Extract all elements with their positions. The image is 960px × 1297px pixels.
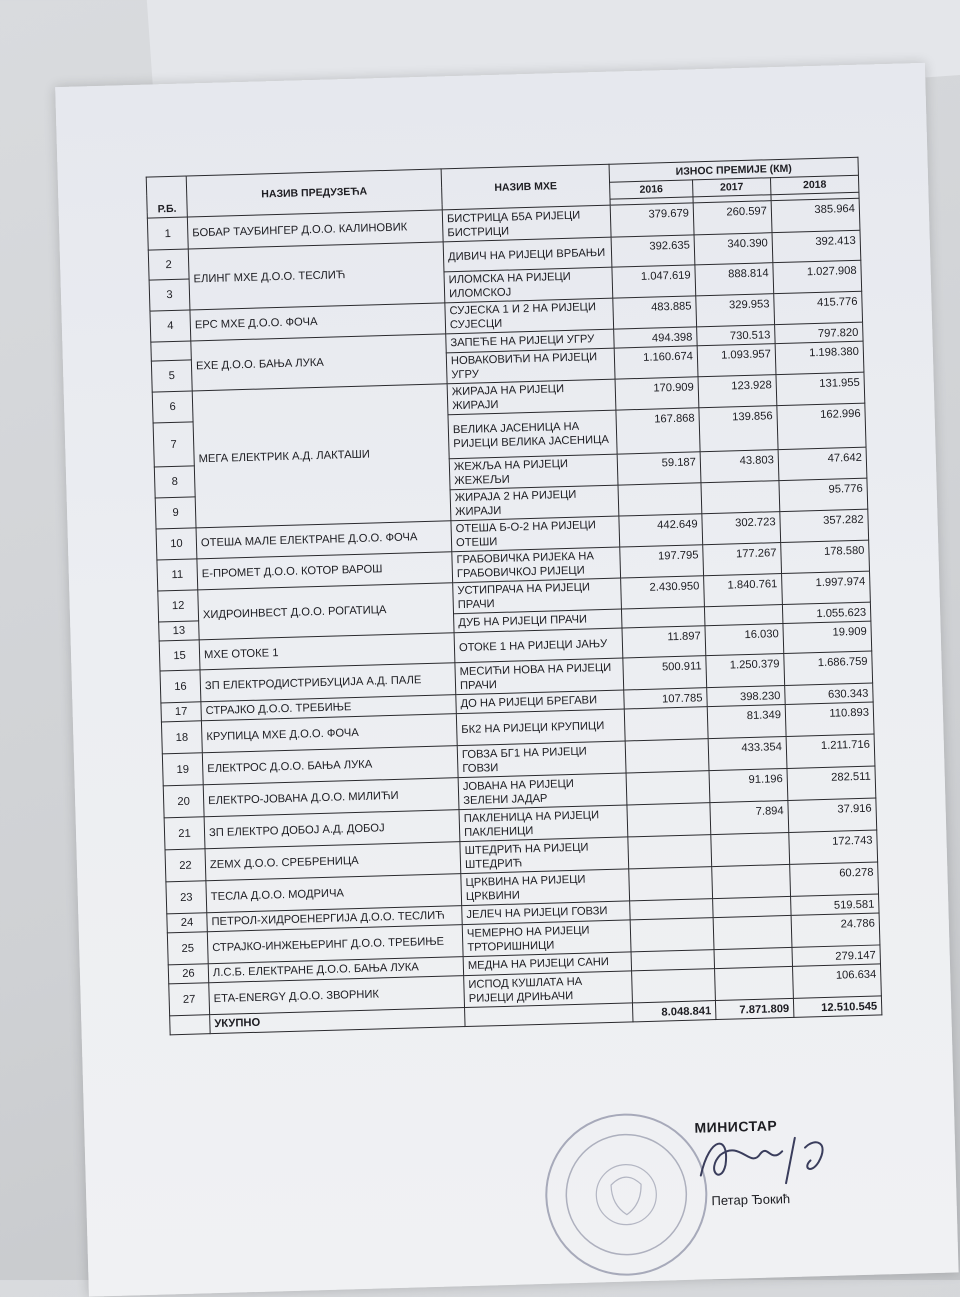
official-stamp xyxy=(539,1107,714,1282)
premium-2017: 260.597 xyxy=(693,201,772,235)
hydro-plant-name: ИЛОМСКА НА РИЈЕЦИ ИЛОМСКОЈ xyxy=(444,267,613,303)
header-company: НАЗИВ ПРЕДУЗЕЋА xyxy=(186,169,442,217)
header-hydro: НАЗИВ МХЕ xyxy=(441,164,610,210)
premium-2017 xyxy=(714,947,793,968)
premium-2016 xyxy=(630,899,713,920)
hydro-plant-name: НОВАКОВИЋИ НА РИЈЕЦИ УГРУ xyxy=(446,348,615,384)
company-name: ОТЕША МАЛЕ ЕЛЕКТРАНЕ Д.О.О. ФОЧА xyxy=(196,521,452,559)
premium-2018: 1.055.623 xyxy=(782,602,871,623)
hydro-plant-name: ДО НА РИЈЕЦИ БРЕГАВИ xyxy=(456,690,624,714)
premium-2018: 162.996 xyxy=(777,403,866,449)
premium-2018: 282.511 xyxy=(787,766,876,800)
row-number: 23 xyxy=(166,881,207,914)
minister-title: МИНИСТАР xyxy=(694,1117,778,1136)
hydro-plant-name: ЖИРАЈА 2 НА РИЈЕЦИ ЖИРАЈИ xyxy=(450,485,619,521)
hydro-plant-name: ЈОВАНА НА РИЈЕЦИ ЗЕЛЕНИ ЈАДАР xyxy=(458,773,627,810)
company-name: БОБАР ТАУБИНГЕР Д.О.О. КАЛИНОВИК xyxy=(187,210,443,249)
premium-2016: 1.047.619 xyxy=(612,265,696,298)
row-number: 11 xyxy=(157,559,198,591)
premium-2016: 167.868 xyxy=(616,408,700,454)
premium-2016: 500.911 xyxy=(623,656,707,690)
premium-2017: 398.230 xyxy=(707,686,786,707)
company-name: ЗП ЕЛЕКТРОДИСТРИБУЦИЈА А.Д. ПАЛЕ xyxy=(200,663,456,702)
row-number: 25 xyxy=(167,932,208,965)
company-name: СТРАЈКО Д.О.О. ТРЕБИЊЕ xyxy=(201,695,456,721)
premium-2017: 16.030 xyxy=(705,624,784,656)
row-number: 7 xyxy=(153,422,194,467)
premium-2017: 329.953 xyxy=(696,294,775,327)
premium-2018: 95.776 xyxy=(779,478,868,511)
row-number: 13 xyxy=(159,621,200,641)
premium-2016 xyxy=(624,707,708,741)
premium-2018: 60.278 xyxy=(790,862,879,896)
company-name: КРУПИЦА МХЕ Д.О.О. ФОЧА xyxy=(201,714,457,753)
company-name: ЕЛИНГ МХЕ Д.О.О. ТЕСЛИЋ xyxy=(188,242,445,310)
premium-2018: 37.916 xyxy=(788,798,877,832)
row-number: 15 xyxy=(159,640,200,671)
handwritten-signature xyxy=(689,1112,841,1196)
row-number: 24 xyxy=(167,913,208,933)
premium-2017 xyxy=(701,481,780,514)
company-name: ЕЛЕКТРО-ЈОВАНА Д.О.О. МИЛИЋИ xyxy=(203,778,459,817)
row-number: 10 xyxy=(156,528,197,560)
hydro-plant-name: ИСПОД КУШЛАТА НА РИЈЕЦИ ДРИЊАЧИ xyxy=(464,971,633,1008)
row-number: 4 xyxy=(150,310,191,342)
company-name: МХЕ ОТОКЕ 1 xyxy=(199,633,455,670)
premium-2017: 123.928 xyxy=(698,375,777,408)
premium-2017 xyxy=(711,832,790,866)
hydro-plant-name: УСТИПРАЧА НА РИЈЕЦИ ПРАЧИ xyxy=(453,578,622,614)
hydro-plant-name: ЖИРАЈА НА РИЈЕЦИ ЖИРАЈИ xyxy=(447,379,616,415)
premium-2018: 385.964 xyxy=(771,198,860,232)
row-number: 26 xyxy=(168,964,209,984)
hydro-plant-name: ГОВЗА БГ1 НА РИЈЕЦИ ГОВЗИ xyxy=(457,741,626,778)
header-2017: 2017 xyxy=(693,178,771,197)
premium-2016 xyxy=(632,969,716,1003)
company-name: МЕГА ЕЛЕКТРИК А.Д. ЛАКТАШИ xyxy=(192,384,451,528)
hydro-plant-name: ЧЕМЕРНО НА РИЈЕЦИ ТРТОРИШНИЦИ xyxy=(462,920,631,957)
signature-block xyxy=(539,1103,874,1282)
premium-2016: 2.430.950 xyxy=(621,576,705,609)
hydro-plant-name: ВЕЛИКА ЈАСЕНИЦА НА РИЈЕЦИ ВЕЛИКА ЈАСЕНИЦА xyxy=(448,410,617,459)
premium-2017: 7.894 xyxy=(710,800,789,834)
premium-2016 xyxy=(626,771,710,805)
hydro-plant-name: ГРАБОВИЧКА РИЈЕКА НА ГРАБОВИЧКОЈ РИЈЕЦИ xyxy=(452,547,621,583)
row-number: 3 xyxy=(149,279,190,311)
row-number: 27 xyxy=(169,983,210,1016)
row-number: 12 xyxy=(158,590,199,622)
premium-2018: 392.413 xyxy=(772,230,861,262)
table-body xyxy=(147,198,881,1016)
company-name: Е-ПРОМЕТ Д.О.О. КОТОР ВАРОШ xyxy=(197,552,453,590)
hydro-plant-name: ЦРКВИНА НА РИЈЕЦИ ЦРКВИНИ xyxy=(461,869,630,906)
header-2018: 2018 xyxy=(770,175,858,194)
hydro-plant-name: ШТЕДРИЋ НА РИЈЕЦИ ШТЕДРИЋ xyxy=(460,837,629,874)
premium-2018: 1.198.380 xyxy=(775,341,864,374)
premium-2017 xyxy=(713,915,792,949)
row-number: 5 xyxy=(151,360,192,392)
company-name: ТЕСЛА Д.О.О. МОДРИЧА xyxy=(206,874,462,913)
header-rb: Р.Б. xyxy=(146,176,187,218)
premium-2017: 81.349 xyxy=(707,705,786,739)
premium-2016: 59.187 xyxy=(617,452,701,485)
premium-2018: 131.955 xyxy=(776,372,865,405)
header-2016: 2016 xyxy=(610,180,693,199)
premium-2016 xyxy=(618,483,702,516)
premium-2017 xyxy=(715,966,794,1000)
premium-2018: 110.893 xyxy=(785,702,874,736)
premium-2018: 1.997.974 xyxy=(782,571,871,604)
premium-2018: 106.634 xyxy=(793,964,882,998)
premium-2018: 279.147 xyxy=(792,945,881,966)
premium-2017: 302.723 xyxy=(702,512,781,545)
hydro-plant-name: ДУБ НА РИЈЕЦИ ПРАЧИ xyxy=(454,609,622,633)
hydro-plant-name: МЕСИЋИ НОВА НА РИЈЕЦИ ПРАЧИ xyxy=(455,658,624,695)
hydro-plant-name: ЗАПЕЋЕ НА РИЈЕЦИ УГРУ xyxy=(446,329,614,353)
hydro-plant-name: ЈЕЛЕЧ НА РИЈЕЦИ ГОВЗИ xyxy=(462,901,630,925)
premium-2016 xyxy=(631,950,714,971)
company-name: ЗП ЕЛЕКТРО ДОБОЈ А.Д. ДОБОЈ xyxy=(204,810,460,849)
row-number: 21 xyxy=(164,817,205,850)
premium-2017 xyxy=(704,605,783,626)
premium-2016 xyxy=(627,803,711,837)
total-2018: 12.510.545 xyxy=(793,996,882,1017)
premium-2017: 730.513 xyxy=(697,325,776,346)
header-premium: ИЗНОС ПРЕМИЈЕ (КМ) xyxy=(609,157,858,182)
row-number: 9 xyxy=(155,497,196,529)
row-number: 22 xyxy=(165,849,206,882)
premium-2018: 415.776 xyxy=(774,291,863,324)
company-name: ЕЛЕКТРОС Д.О.О. БАЊА ЛУКА xyxy=(202,746,458,785)
hydro-plant-name: СУЈЕСКА 1 И 2 НА РИЈЕЦИ СУЈЕСЦИ xyxy=(445,298,614,334)
premium-2018: 19.909 xyxy=(783,621,872,653)
row-number: 2 xyxy=(148,249,189,280)
premium-2016: 392.635 xyxy=(611,235,695,267)
company-name: Л.С.Б. ЕЛЕКТРАНЕ Д.О.О. БАЊА ЛУКА xyxy=(208,957,463,983)
row-number: 20 xyxy=(163,785,204,818)
document-page xyxy=(55,63,958,1297)
premium-2018: 1.686.759 xyxy=(784,651,873,685)
row-number xyxy=(151,341,192,361)
minister-name: Петар Ђокић xyxy=(711,1191,791,1209)
premium-2016: 379.679 xyxy=(610,203,694,237)
premium-2017: 139.856 xyxy=(699,406,778,452)
company-name: ZEMX Д.О.О. СРЕБРЕНИЦА xyxy=(205,842,461,881)
hydro-plant-name: ОТЕША Б-О-2 НА РИЈЕЦИ ОТЕШИ xyxy=(451,516,620,552)
premium-2016: 442.649 xyxy=(619,514,703,547)
premium-2017: 888.814 xyxy=(695,263,774,296)
row-number: 6 xyxy=(152,391,193,423)
premium-2016: 483.885 xyxy=(613,296,697,329)
premium-2016 xyxy=(625,739,709,773)
premium-2016: 197.795 xyxy=(620,545,704,578)
hydro-plant-name: ЖЕЖЉА НА РИЈЕЦИ ЖЕЖЕЉИ xyxy=(449,454,618,490)
premium-2017: 340.390 xyxy=(694,233,773,265)
premium-2017: 43.803 xyxy=(700,450,779,483)
company-name: ЕХЕ Д.О.О. БАЊА ЛУКА xyxy=(191,334,447,391)
hydro-plant-name: БК2 НА РИЈЕЦИ КРУПИЦИ xyxy=(456,709,625,746)
premium-2016: 107.785 xyxy=(624,688,707,709)
premium-2018: 630.343 xyxy=(785,683,874,704)
company-name: ЕРС МХЕ Д.О.О. ФОЧА xyxy=(190,303,446,341)
total-label: УКУПНО xyxy=(210,1008,465,1034)
premium-2017: 177.267 xyxy=(703,543,782,576)
hydro-plant-name: ПАКЛЕНИЦА НА РИЈЕЦИ ПАКЛЕНИЦИ xyxy=(459,805,628,842)
row-number: 1 xyxy=(147,217,188,250)
premium-2017: 1.840.761 xyxy=(704,574,783,607)
hydro-plant-name: ДИВИЧ НА РИЈЕЦИ ВРБАЊИ xyxy=(443,237,612,272)
premium-2016: 1.160.674 xyxy=(614,346,698,379)
premium-2018: 1.211.716 xyxy=(786,734,875,768)
premium-2016 xyxy=(621,607,704,628)
company-name: ПЕТРОЛ-ХИДРОЕНЕРГИЈА Д.О.О. ТЕСЛИЋ xyxy=(207,906,462,932)
premium-2018: 357.282 xyxy=(780,509,869,542)
premium-2017: 1.250.379 xyxy=(706,654,785,688)
company-name: СТРАЈКО-ИНЖЕЊЕРИНГ Д.О.О. ТРЕБИЊЕ xyxy=(207,925,463,964)
row-number: 17 xyxy=(161,702,202,722)
premium-2016 xyxy=(629,867,713,901)
row-number: 19 xyxy=(162,753,203,786)
company-name: ХИДРОИНВЕСТ Д.О.О. РОГАТИЦА xyxy=(198,583,454,640)
total-2016: 8.048.841 xyxy=(632,1001,715,1022)
premium-2016: 170.909 xyxy=(615,377,699,410)
row-number: 18 xyxy=(161,721,202,754)
premium-2016 xyxy=(630,918,714,952)
hydro-plant-name: ОТОКЕ 1 НА РИЈЕЦИ ЈАЊУ xyxy=(454,628,623,663)
premium-2017 xyxy=(713,896,792,917)
premium-2016: 494.398 xyxy=(614,327,697,348)
premium-2017: 433.354 xyxy=(708,736,787,770)
premium-2018: 797.820 xyxy=(775,322,864,343)
premium-2018: 24.786 xyxy=(791,913,880,947)
row-number: 16 xyxy=(160,670,201,703)
company-name: ЕТА-ENERGY Д.О.О. ЗВОРНИК xyxy=(209,976,465,1015)
row-number: 8 xyxy=(154,466,195,498)
premium-2018: 178.580 xyxy=(781,540,870,573)
premium-2017: 91.196 xyxy=(709,768,788,802)
premium-2018: 47.642 xyxy=(778,447,867,480)
hydro-plant-name: БИСТРИЦА Б5А РИЈЕЦИ БИСТРИЦИ xyxy=(442,205,611,242)
premium-2018: 519.581 xyxy=(791,894,880,915)
premium-2018: 172.743 xyxy=(789,830,878,864)
premium-table xyxy=(146,157,883,1036)
total-2017: 7.871.809 xyxy=(715,998,794,1019)
premium-2017 xyxy=(712,864,791,898)
premium-2017: 1.093.957 xyxy=(697,344,776,377)
premium-2018: 1.027.908 xyxy=(773,260,862,293)
premium-2016: 11.897 xyxy=(622,626,706,658)
premium-2016 xyxy=(628,835,712,869)
hydro-plant-name: МЕДНА НА РИЈЕЦИ САНИ xyxy=(463,952,631,976)
